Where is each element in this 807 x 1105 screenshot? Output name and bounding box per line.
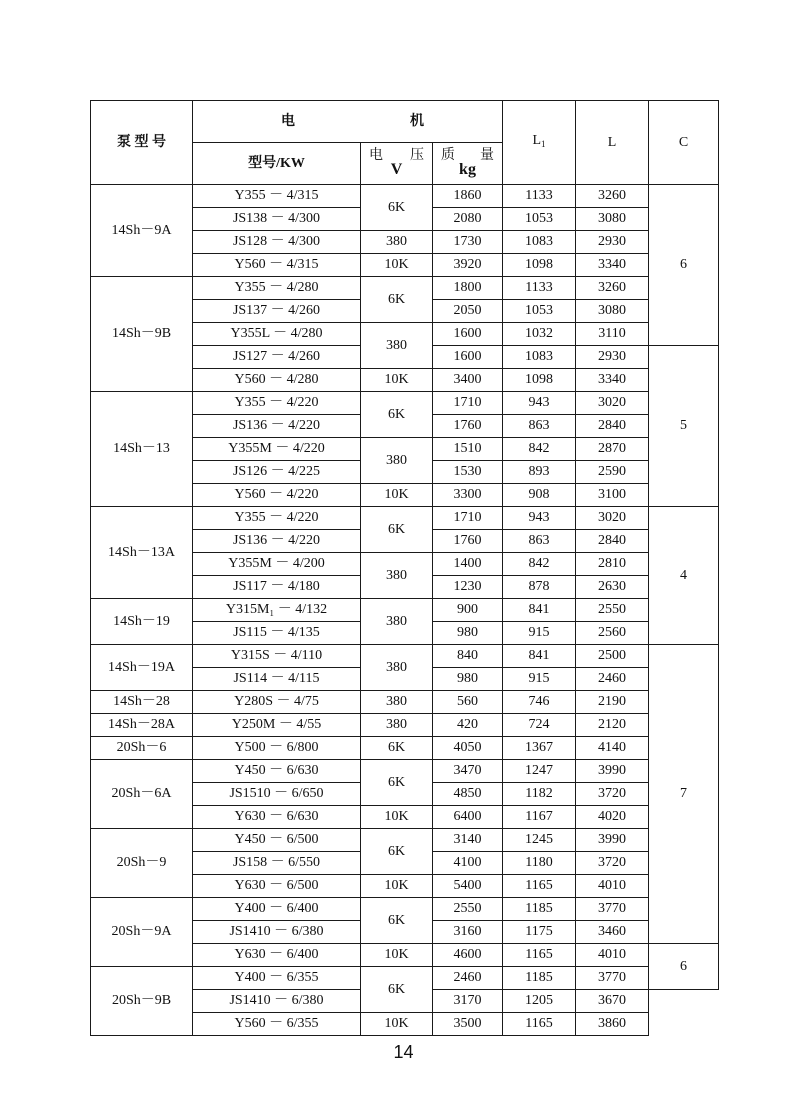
motor-model-cell: Y450 － 6/500 [193, 829, 361, 852]
c-cell: 5 [649, 346, 719, 507]
l1-cell: 943 [503, 507, 576, 530]
voltage-cell: 380 [361, 599, 433, 645]
motor-model-cell: Y400 － 6/355 [193, 967, 361, 990]
table-row [91, 392, 719, 415]
motor-model-cell: JS136 － 4/220 [193, 415, 361, 438]
header-c: C [649, 101, 719, 185]
voltage-cell: 10K [361, 875, 433, 898]
motor-model-cell: Y630 － 6/400 [193, 944, 361, 967]
motor-model-cell: JS115 － 4/135 [193, 622, 361, 645]
l-cell: 2460 [576, 668, 649, 691]
l1-cell: 1053 [503, 208, 576, 231]
l-cell: 3260 [576, 185, 649, 208]
l1-cell: 1083 [503, 231, 576, 254]
mass-cell: 2550 [433, 898, 503, 921]
voltage-cell: 380 [361, 231, 433, 254]
l-cell: 3340 [576, 254, 649, 277]
l1-cell: 1180 [503, 852, 576, 875]
mass-cell: 420 [433, 714, 503, 737]
motor-model-cell: Y355 － 4/315 [193, 185, 361, 208]
table-row [91, 691, 719, 714]
l-cell: 2930 [576, 231, 649, 254]
l1-cell: 1165 [503, 875, 576, 898]
voltage-cell: 10K [361, 369, 433, 392]
l1-cell: 915 [503, 668, 576, 691]
voltage-cell: 380 [361, 691, 433, 714]
header-pump-model: 泵 型 号 [91, 101, 193, 185]
l1-cell: 1245 [503, 829, 576, 852]
voltage-cell: 6K [361, 507, 433, 553]
c-cell: 6 [649, 944, 719, 990]
l-cell: 3670 [576, 990, 649, 1013]
pump-model-cell: 20Sh－9 [91, 829, 193, 898]
l-cell: 3860 [576, 1013, 649, 1036]
l1-cell: 1185 [503, 967, 576, 990]
voltage-cell: 10K [361, 254, 433, 277]
l-cell: 2590 [576, 461, 649, 484]
l1-cell: 1133 [503, 185, 576, 208]
mass-cell: 3920 [433, 254, 503, 277]
motor-model-cell: JS126 － 4/225 [193, 461, 361, 484]
l-cell: 2190 [576, 691, 649, 714]
mass-cell: 3170 [433, 990, 503, 1013]
motor-model-cell: Y250M － 4/55 [193, 714, 361, 737]
motor-model-cell: Y355 － 4/280 [193, 277, 361, 300]
l1-cell: 1032 [503, 323, 576, 346]
mass-cell: 980 [433, 622, 503, 645]
table-row [91, 185, 719, 208]
table-row [91, 714, 719, 737]
pump-model-cell: 20Sh－6 [91, 737, 193, 760]
pump-model-cell: 20Sh－9B [91, 967, 193, 1036]
table-row [91, 507, 719, 530]
l1-cell: 1185 [503, 898, 576, 921]
mass-cell: 1510 [433, 438, 503, 461]
l1-cell: 1098 [503, 254, 576, 277]
l1-cell: 1133 [503, 277, 576, 300]
l-cell: 3990 [576, 829, 649, 852]
mass-cell: 4100 [433, 852, 503, 875]
motor-model-cell: JS127 － 4/260 [193, 346, 361, 369]
motor-model-cell: JS114 － 4/115 [193, 668, 361, 691]
l1-cell: 863 [503, 415, 576, 438]
l1-cell: 724 [503, 714, 576, 737]
pump-model-cell: 14Sh－19 [91, 599, 193, 645]
motor-model-cell: Y280S － 4/75 [193, 691, 361, 714]
voltage-cell: 10K [361, 484, 433, 507]
mass-cell: 1530 [433, 461, 503, 484]
voltage-cell: 6K [361, 392, 433, 438]
l-cell: 4140 [576, 737, 649, 760]
voltage-cell: 6K [361, 277, 433, 323]
motor-model-cell: Y450 － 6/630 [193, 760, 361, 783]
mass-cell: 1600 [433, 346, 503, 369]
pump-motor-table [90, 100, 719, 1036]
motor-model-cell: Y500 － 6/800 [193, 737, 361, 760]
motor-model-cell: Y355M － 4/200 [193, 553, 361, 576]
mass-cell: 1230 [433, 576, 503, 599]
l-cell: 3770 [576, 898, 649, 921]
mass-cell: 3470 [433, 760, 503, 783]
voltage-cell: 6K [361, 967, 433, 1013]
l-cell: 3080 [576, 300, 649, 323]
motor-model-cell: Y355L － 4/280 [193, 323, 361, 346]
voltage-cell: 10K [361, 1013, 433, 1036]
motor-model-cell: Y355 － 4/220 [193, 507, 361, 530]
motor-model-cell: Y560 － 6/355 [193, 1013, 361, 1036]
voltage-cell: 6K [361, 829, 433, 875]
voltage-cell: 6K [361, 760, 433, 806]
pump-model-cell: 14Sh－9A [91, 185, 193, 277]
voltage-cell: 6K [361, 185, 433, 231]
table-row [91, 760, 719, 783]
l-cell: 3990 [576, 760, 649, 783]
mass-cell: 900 [433, 599, 503, 622]
motor-model-cell: JS136 － 4/220 [193, 530, 361, 553]
l-cell: 3100 [576, 484, 649, 507]
mass-cell: 1730 [433, 231, 503, 254]
l-cell: 2550 [576, 599, 649, 622]
header-mass: 质 量 kg [433, 143, 503, 185]
pump-model-cell: 20Sh－6A [91, 760, 193, 829]
voltage-cell: 10K [361, 806, 433, 829]
l-cell: 3460 [576, 921, 649, 944]
l1-cell: 943 [503, 392, 576, 415]
mass-cell: 4850 [433, 783, 503, 806]
mass-cell: 1760 [433, 530, 503, 553]
l1-cell: 841 [503, 599, 576, 622]
mass-cell: 2460 [433, 967, 503, 990]
l-cell: 3770 [576, 967, 649, 990]
mass-cell: 5400 [433, 875, 503, 898]
voltage-cell: 380 [361, 714, 433, 737]
l1-cell: 746 [503, 691, 576, 714]
l1-cell: 893 [503, 461, 576, 484]
c-cell: 4 [649, 507, 719, 645]
mass-cell: 1400 [433, 553, 503, 576]
table-row [91, 829, 719, 852]
pump-model-cell: 14Sh－13A [91, 507, 193, 599]
l1-cell: 1182 [503, 783, 576, 806]
l1-cell: 863 [503, 530, 576, 553]
l-cell: 2120 [576, 714, 649, 737]
motor-model-cell: Y315M₁ － 4/132 [193, 599, 361, 622]
motor-model-cell: JS1410 － 6/380 [193, 990, 361, 1013]
page-number: 14 [393, 1042, 414, 1062]
header-l1: $L_1$ [503, 101, 576, 185]
table-row [91, 645, 719, 668]
voltage-cell: 380 [361, 553, 433, 599]
header-voltage: 电 压 V [361, 143, 433, 185]
l1-cell: 1053 [503, 300, 576, 323]
motor-model-cell: Y630 － 6/630 [193, 806, 361, 829]
mass-cell: 3300 [433, 484, 503, 507]
motor-model-cell: JS117 － 4/180 [193, 576, 361, 599]
l-cell: 3720 [576, 852, 649, 875]
mass-cell: 6400 [433, 806, 503, 829]
l-cell: 3020 [576, 507, 649, 530]
c-cell: 7 [649, 645, 719, 944]
l1-cell: 908 [503, 484, 576, 507]
header-motor-model: 型号/KW [193, 143, 361, 185]
l-cell: 2630 [576, 576, 649, 599]
l1-cell: 1175 [503, 921, 576, 944]
l1-cell: 1098 [503, 369, 576, 392]
voltage-cell: 10K [361, 944, 433, 967]
table-row [91, 277, 719, 300]
motor-model-cell: JS158 － 6/550 [193, 852, 361, 875]
l1-cell: 915 [503, 622, 576, 645]
l-cell: 2840 [576, 415, 649, 438]
mass-cell: 560 [433, 691, 503, 714]
table-row [91, 967, 719, 990]
motor-model-cell: Y630 － 6/500 [193, 875, 361, 898]
l-cell: 3080 [576, 208, 649, 231]
motor-model-cell: Y400 － 6/400 [193, 898, 361, 921]
mass-cell: 1760 [433, 415, 503, 438]
motor-model-cell: Y560 － 4/280 [193, 369, 361, 392]
motor-model-cell: JS1510 － 6/650 [193, 783, 361, 806]
pump-model-cell: 14Sh－28A [91, 714, 193, 737]
mass-cell: 3400 [433, 369, 503, 392]
l-cell: 2870 [576, 438, 649, 461]
mass-cell: 4050 [433, 737, 503, 760]
table-row [91, 737, 719, 760]
l1-cell: 1083 [503, 346, 576, 369]
l-cell: 3720 [576, 783, 649, 806]
l1-cell: 878 [503, 576, 576, 599]
l-cell: 2840 [576, 530, 649, 553]
l1-cell: 841 [503, 645, 576, 668]
l1-cell: 842 [503, 438, 576, 461]
l-cell: 2930 [576, 346, 649, 369]
l1-cell: 842 [503, 553, 576, 576]
table-row [91, 898, 719, 921]
mass-cell: 1600 [433, 323, 503, 346]
voltage-cell: 6K [361, 737, 433, 760]
voltage-cell: 380 [361, 645, 433, 691]
l-cell: 2810 [576, 553, 649, 576]
mass-cell: 1800 [433, 277, 503, 300]
pump-model-cell: 14Sh－9B [91, 277, 193, 392]
l-cell: 4020 [576, 806, 649, 829]
l1-cell: 1205 [503, 990, 576, 1013]
l-cell: 3260 [576, 277, 649, 300]
motor-model-cell: Y355M － 4/220 [193, 438, 361, 461]
table-body [91, 185, 719, 1036]
mass-cell: 840 [433, 645, 503, 668]
c-cell: 6 [649, 185, 719, 346]
voltage-cell: 380 [361, 323, 433, 369]
mass-cell: 2080 [433, 208, 503, 231]
l1-cell: 1165 [503, 944, 576, 967]
l-cell: 4010 [576, 944, 649, 967]
l-cell: 3110 [576, 323, 649, 346]
voltage-cell: 6K [361, 898, 433, 944]
pump-model-cell: 14Sh－28 [91, 691, 193, 714]
pump-model-cell: 20Sh－9A [91, 898, 193, 967]
motor-model-cell: Y315S － 4/110 [193, 645, 361, 668]
l-cell: 2500 [576, 645, 649, 668]
table-row [91, 599, 719, 622]
mass-cell: 4600 [433, 944, 503, 967]
pump-model-cell: 14Sh－19A [91, 645, 193, 691]
header-l: L [576, 101, 649, 185]
mass-cell: 1710 [433, 507, 503, 530]
mass-cell: 2050 [433, 300, 503, 323]
motor-model-cell: Y560 － 4/220 [193, 484, 361, 507]
pump-model-cell: 14Sh－13 [91, 392, 193, 507]
l1-cell: 1165 [503, 1013, 576, 1036]
l1-cell: 1367 [503, 737, 576, 760]
motor-model-cell: JS138 － 4/300 [193, 208, 361, 231]
l1-cell: 1167 [503, 806, 576, 829]
motor-model-cell: JS1410 － 6/380 [193, 921, 361, 944]
l1-cell: 1247 [503, 760, 576, 783]
mass-cell: 980 [433, 668, 503, 691]
voltage-cell: 380 [361, 438, 433, 484]
l-cell: 3020 [576, 392, 649, 415]
mass-cell: 1860 [433, 185, 503, 208]
motor-model-cell: Y355 － 4/220 [193, 392, 361, 415]
motor-model-cell: JS128 － 4/300 [193, 231, 361, 254]
l-cell: 3340 [576, 369, 649, 392]
motor-model-cell: JS137 － 4/260 [193, 300, 361, 323]
motor-model-cell: Y560 － 4/315 [193, 254, 361, 277]
mass-cell: 3500 [433, 1013, 503, 1036]
header-motor: 电 机 [193, 101, 503, 143]
l-cell: 2560 [576, 622, 649, 645]
mass-cell: 3160 [433, 921, 503, 944]
mass-cell: 1710 [433, 392, 503, 415]
l-cell: 4010 [576, 875, 649, 898]
mass-cell: 3140 [433, 829, 503, 852]
